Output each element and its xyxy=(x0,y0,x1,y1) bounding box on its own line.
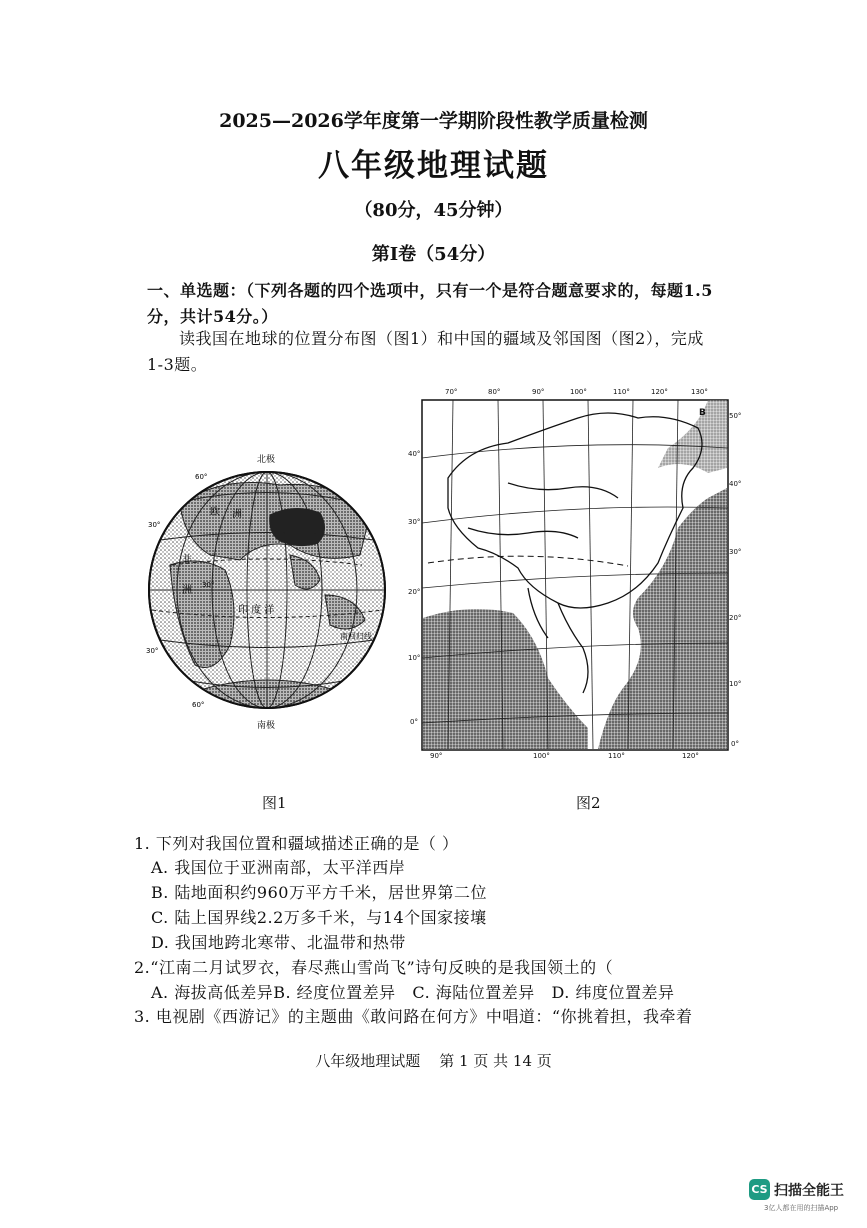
figure-1-globe xyxy=(140,445,395,735)
question-1-stem: 1. 下列对我国位置和疆域描述正确的是（ ） xyxy=(134,834,459,853)
question-1-option-b: B. 陆地面积约960万平方千米，居世界第二位 xyxy=(151,883,487,902)
lat-label: 40° xyxy=(408,450,421,458)
lat-label: 10° xyxy=(408,654,421,662)
camscanner-app-name: 扫描全能王 xyxy=(774,1183,844,1199)
lon-label: 100° xyxy=(533,752,550,760)
page-title: 八年级地理试题 xyxy=(318,148,549,184)
figure-2-map xyxy=(408,388,743,766)
lon-30-label: 30° xyxy=(202,581,215,589)
lat-30n-label: 30° xyxy=(148,521,161,529)
lon-label: 90° xyxy=(532,388,545,396)
question-1-option-a: A. 我国位于亚洲南部，太平洋西岸 xyxy=(151,858,406,877)
lon-label: 70° xyxy=(445,388,458,396)
tropic-label: 南回归线 xyxy=(340,632,372,641)
part-title: 第Ⅰ卷（54分） xyxy=(371,244,496,265)
figure-1-caption: 图1 xyxy=(262,794,287,812)
lat-label: 0° xyxy=(731,740,739,748)
lat-label: 30° xyxy=(408,518,421,526)
lat-30s-label: 30° xyxy=(146,647,159,655)
camscanner-tagline: 3亿人都在用的扫描App xyxy=(764,1204,839,1212)
south-pole-label: 南极 xyxy=(257,721,276,731)
asia-label: 洲 xyxy=(232,509,242,520)
lat-label: 20° xyxy=(408,588,421,596)
africa-label-2: 洲 xyxy=(182,585,192,596)
lat-label: 50° xyxy=(729,412,742,420)
question-1-option-c: C. 陆上国界线2.2万多千米，与14个国家接壤 xyxy=(151,908,487,927)
map-point-b-label: B xyxy=(699,408,706,418)
reading-line-2: 1-3题。 xyxy=(147,355,208,374)
question-1-option-d: D. 我国地跨北寒带、北温带和热带 xyxy=(151,933,406,952)
reading-instruction xyxy=(147,326,767,378)
top-longitude-labels xyxy=(408,388,743,400)
left-latitude-labels xyxy=(408,388,422,766)
instruction-line-2: 分，共计54分。） xyxy=(147,307,278,326)
africa-label-1: 非 xyxy=(182,555,192,566)
right-latitude-labels xyxy=(728,388,743,766)
lon-label: 120° xyxy=(651,388,668,396)
europe-label: 欧 xyxy=(210,507,220,518)
lon-label: 80° xyxy=(488,388,501,396)
instruction-line-1: 一、单选题：（下列各题的四个选项中，只有一个是符合题意要求的，每题1.5 xyxy=(147,281,713,300)
indian-ocean-label: 印 度 洋 xyxy=(238,605,275,616)
lon-label: 130° xyxy=(691,388,708,396)
lat-60n-label: 60° xyxy=(195,473,208,481)
section-instruction xyxy=(147,278,767,330)
lat-label: 40° xyxy=(729,480,742,488)
reading-line-1: 读我国在地球的位置分布图（图1）和中国的疆域及邻国图（图2），完成 xyxy=(179,329,704,348)
exam-period-title: 2025—2026学年度第一学期阶段性教学质量检测 xyxy=(219,110,648,132)
lon-label: 100° xyxy=(570,388,587,396)
lat-label: 0° xyxy=(410,718,418,726)
question-2-stem: 2.“江南二月试罗衣，春尽燕山雪尚飞”诗句反映的是我国领土的（ xyxy=(134,958,614,977)
lat-label: 30° xyxy=(729,548,742,556)
lat-60s-label: 60° xyxy=(192,701,205,709)
question-3-stem: 3. 电视剧《西游记》的主题曲《敢问路在何方》中唱道：“你挑着担，我牵着 xyxy=(134,1007,693,1026)
figure-2-caption: 图2 xyxy=(576,794,601,812)
north-pole-label: 北极 xyxy=(257,455,276,465)
lon-label: 120° xyxy=(682,752,699,760)
bottom-longitude-labels xyxy=(408,752,743,764)
camscanner-logo-icon: CS xyxy=(749,1179,770,1200)
lon-label: 90° xyxy=(430,752,443,760)
lon-label: 110° xyxy=(608,752,625,760)
lat-label: 20° xyxy=(729,614,742,622)
lat-label: 10° xyxy=(729,680,742,688)
lon-label: 110° xyxy=(613,388,630,396)
score-time: （80分，45分钟） xyxy=(354,200,513,221)
page-footer: 八年级地理试题 第 1 页 共 14 页 xyxy=(315,1052,552,1070)
question-2-options: A. 海拔高低差异B. 经度位置差异 C. 海陆位置差异 D. 纬度位置差异 xyxy=(151,983,675,1002)
